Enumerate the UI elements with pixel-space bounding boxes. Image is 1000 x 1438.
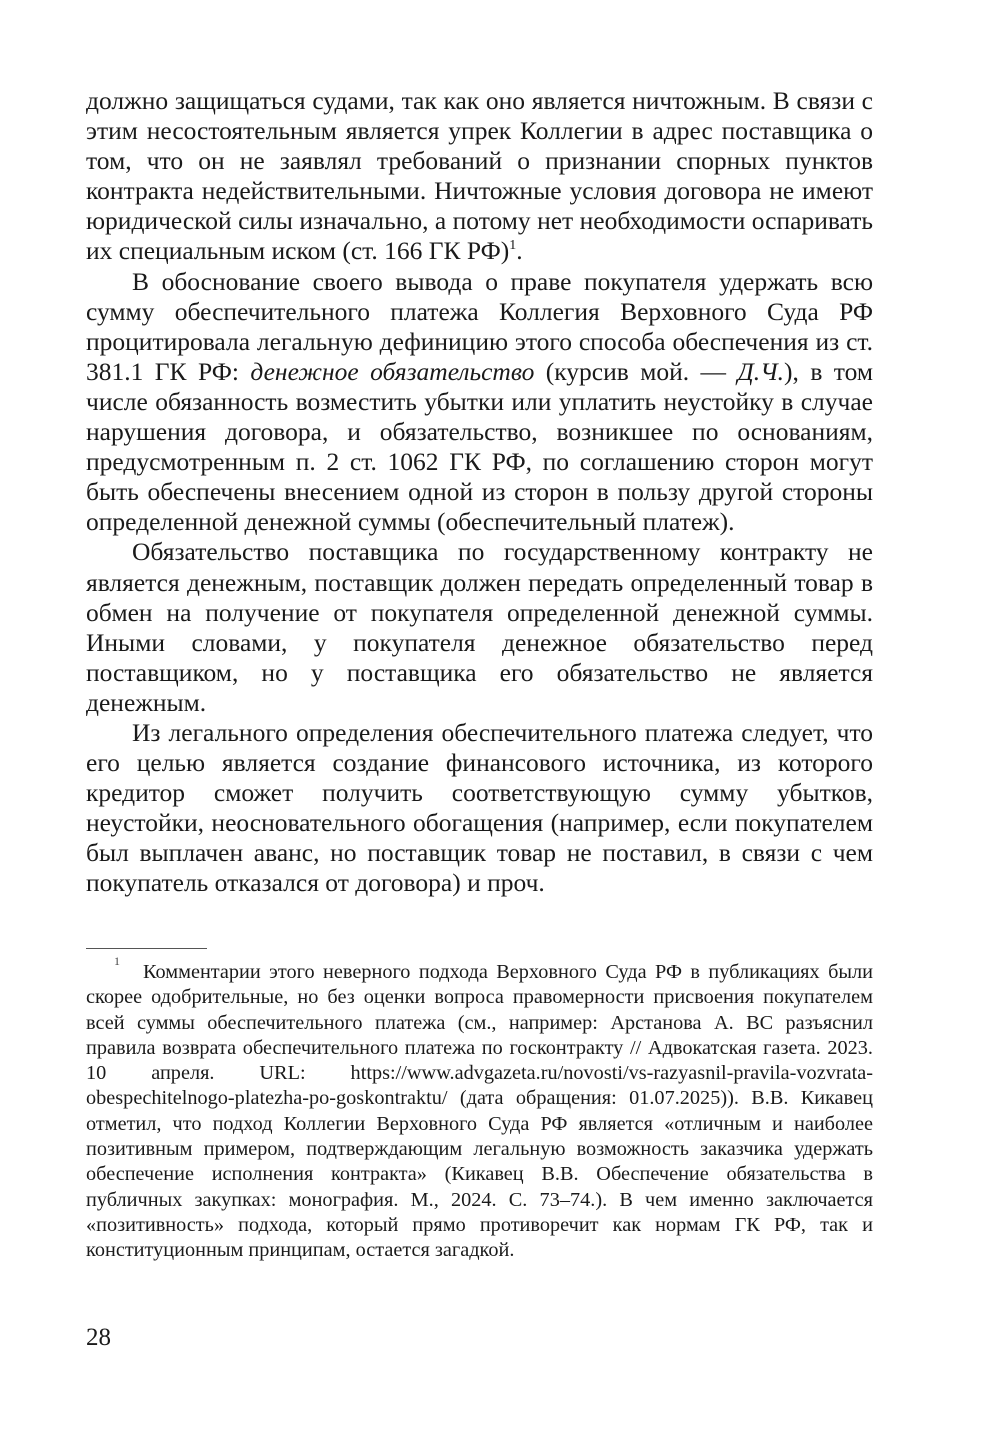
footnote (86, 954, 873, 1264)
italic-term: денежное обязательство (250, 356, 535, 386)
main-text (86, 86, 873, 899)
page-number: 28 (86, 1324, 111, 1351)
footnote-divider (86, 948, 207, 949)
footnote-reference[interactable]: 1 (509, 238, 517, 254)
footnote-mark: 1 (114, 954, 120, 968)
paragraph-4: Из легального определения обеспечительного платежа следует, что его целью является создание финансового источника, из которого кредитор сможет получить соответствующую сумму убытков, неустойки, неосновательного обогащения (например, если покупателем был выплачен аванс, но поставщик товар не поставил, в связи с чем покупатель отказался от договора) и проч. (86, 717, 873, 898)
paragraph-2 (86, 267, 873, 538)
paragraph-2-text-c: ), в том числе обязанность возместить убытки или уплатить неустойку в случае нарушения договора, и обязательство, возникшее по основаниям, предусмотренным п. 2 ст. 1062 ГК РФ, по соглашению сторон могут быть обеспечены внесением одной из сторон в пользу другой стороны определенной денежной суммы (обеспечительный платеж). (86, 356, 874, 537)
paragraph-1 (86, 86, 873, 267)
paragraph-1-end: . (516, 236, 523, 266)
paragraph-2-text-a: В обоснование своего вывода о праве покупателя удержать всю сумму обеспечительного платежа Коллегия Верховного Суда РФ процитировала легальную дефиницию этого способа обеспечения из ст. 381.1 ГК РФ: (86, 266, 873, 386)
paragraph-2-text-b: (курсив мой. — (534, 356, 738, 386)
footnote-text (86, 954, 873, 1264)
paragraph-1-text: должно защищаться судами, так как оно является ничтожным. В связи с этим несостоятельным является упрек Коллегии в адрес поставщика о том, что он не заявлял требований о признании спорных пунктов контракта недействительными. Ничтожные условия договора не имеют юридической силы изначально, а потому нет необходимости оспаривать их специальным иском (ст. 166 ГК РФ) (86, 86, 873, 266)
paragraph-3: Обязательство поставщика по государственному контракту не является денежным, поставщик должен передать определенный товар в обмен на получение от покупателя определенной денежной суммы. Иными словами, у покупателя денежное обязательство перед поставщиком, но у поставщика его обязательство не является денежным. (86, 537, 873, 717)
author-initials: Д.Ч. (737, 356, 785, 386)
footnote-body: Комментарии этого неверного подхода Верховного Суда РФ в публикациях были скорее одобрительные, но без оценки вопроса правомерности присвоения покупателем всей суммы обеспечительного платежа (см., например: Арстанова А. ВС разъяснил правила возврата обеспечительного платежа по госконтракту // Адвокатская газета. 2023. 10 апреля. URL: https://www.advgazeta.ru/novosti/vs-razyasnil-pravila-vozvrata-obespechitelnogo-platezha-po-goskontraktu/ (дата обращения: 01.07.2025)). В.В. Кикавец отметил, что подход Коллегии Верховного Суда РФ является «отличным и наиболее позитивным примером, подтверждающим легальную возможность заказчика удержать обеспечение исполнения контракта» (Кикавец В.В. Обеспечение обязательства в публичных закупках: монография. М., 2024. С. 73–74.). В чем именно заключается «позитивность» подхода, который прямо противоречит как нормам ГК РФ, так и конституционным принципам, остается загадкой. (86, 961, 873, 1262)
